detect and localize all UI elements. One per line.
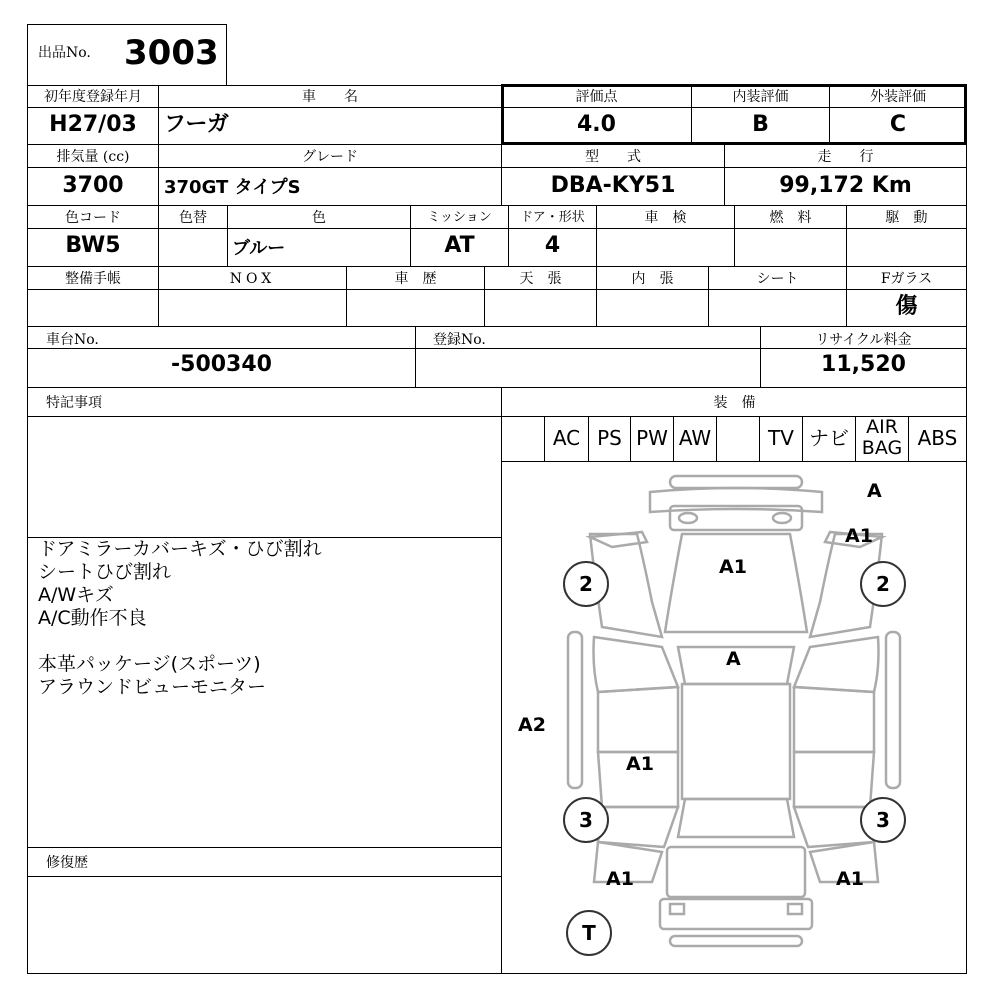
grade-value: 370GT タイプS	[164, 177, 301, 198]
lot-box	[27, 24, 227, 86]
model-label: 型 式	[585, 149, 641, 165]
windshield-label: Fガラス	[880, 271, 933, 287]
recycle-fee-value: 11,520	[821, 352, 906, 377]
remark-line: A/Wキズ	[38, 584, 114, 606]
remark-line: シートひび割れ	[38, 561, 172, 583]
equip-pw: PW	[636, 426, 668, 450]
equip-tv: TV	[768, 426, 794, 450]
mark-rear-left: A1	[606, 868, 634, 890]
chassis-no-value: -500340	[171, 352, 272, 377]
mileage-value: 99,172 Km	[779, 173, 912, 198]
color-code-label: 色コード	[65, 210, 121, 226]
exterior-grade-value: C	[889, 112, 907, 137]
transmission-label: ミッション	[427, 210, 492, 225]
repair-history-label: 修復歴	[46, 855, 88, 871]
mark-front-right-fender: A1	[845, 525, 873, 547]
mark-left-side: A2	[518, 714, 546, 736]
inspection-label: 車 検	[644, 210, 687, 226]
tire-front-right: 2	[860, 561, 906, 607]
door-shape-value: 4	[544, 233, 561, 258]
tire-rear-right: 3	[860, 797, 906, 843]
car-name-label: 車 名	[302, 89, 358, 105]
nox-label: NOX	[229, 271, 276, 287]
history-label: 車 歴	[394, 271, 437, 287]
tire-spare: T	[566, 910, 612, 956]
recycle-fee-label: リサイクル料金	[815, 332, 912, 348]
tire-front-left: 2	[563, 561, 609, 607]
equip-ac: AC	[552, 426, 581, 450]
score-value: 4.0	[577, 112, 616, 137]
equipment-label: 装 備	[713, 395, 756, 411]
displacement-value: 3700	[62, 173, 124, 198]
tire-rear-left: 3	[563, 797, 609, 843]
first-registration-value: H27/03	[49, 112, 137, 137]
grade-label: グレード	[302, 149, 358, 165]
repaint-label: 色替	[179, 210, 207, 226]
registration-no-label: 登録No.	[433, 332, 486, 348]
service-book-label: 整備手帳	[65, 271, 121, 287]
mark-windshield: A	[726, 648, 741, 670]
score-label: 評価点	[575, 89, 618, 105]
displacement-label: 排気量 (cc)	[56, 149, 130, 165]
exterior-grade-label: 外装評価	[870, 89, 926, 105]
fuel-label: 燃 料	[769, 210, 812, 226]
remark-line: 本革パッケージ(スポーツ)	[38, 653, 261, 675]
remarks-label: 特記事項	[46, 395, 102, 411]
equip-ps: PS	[597, 426, 622, 450]
remark-line: アラウンドビューモニター	[38, 676, 267, 698]
color-value: ブルー	[232, 238, 286, 259]
mark-left-rear-door: A1	[626, 753, 654, 775]
door-shape-label: ドア・形状	[520, 210, 585, 225]
transmission-value: AT	[444, 233, 475, 258]
equip-aw: AW	[678, 426, 712, 450]
headliner-label: 天 張	[519, 271, 562, 287]
equip-navi: ナビ	[809, 426, 849, 450]
chassis-no-label: 車台No.	[46, 332, 99, 348]
color-label: 色	[312, 210, 326, 226]
car-name-value: フーガ	[164, 112, 229, 137]
mark-rear-right: A1	[836, 868, 864, 890]
remark-line: ドアミラーカバーキズ・ひび割れ	[38, 538, 322, 560]
lot-label: 出品No.	[38, 45, 91, 61]
seat-label: シート	[756, 271, 799, 287]
drive-label: 駆 動	[885, 210, 928, 226]
color-code-value: BW5	[65, 233, 121, 258]
mark-front-bumper: A	[867, 480, 882, 502]
interior-grade-label: 内装評価	[732, 89, 789, 105]
mark-hood: A1	[719, 556, 747, 578]
lot-number: 3003	[124, 33, 219, 73]
model-value: DBA-KY51	[550, 173, 676, 198]
first-registration-label: 初年度登録年月	[44, 89, 142, 105]
remark-line: A/C動作不良	[38, 607, 147, 629]
remark-line	[38, 630, 498, 653]
equip-abs: ABS	[917, 426, 958, 450]
windshield-value: 傷	[895, 294, 918, 319]
interior-grade-value: B	[752, 112, 769, 137]
equip-airbag: AIR BAG	[861, 416, 903, 459]
car-diagram	[502, 462, 966, 973]
remarks-notes	[38, 538, 498, 699]
mileage-label: 走 行	[817, 149, 874, 165]
interior-trim-label: 内 張	[631, 271, 674, 287]
